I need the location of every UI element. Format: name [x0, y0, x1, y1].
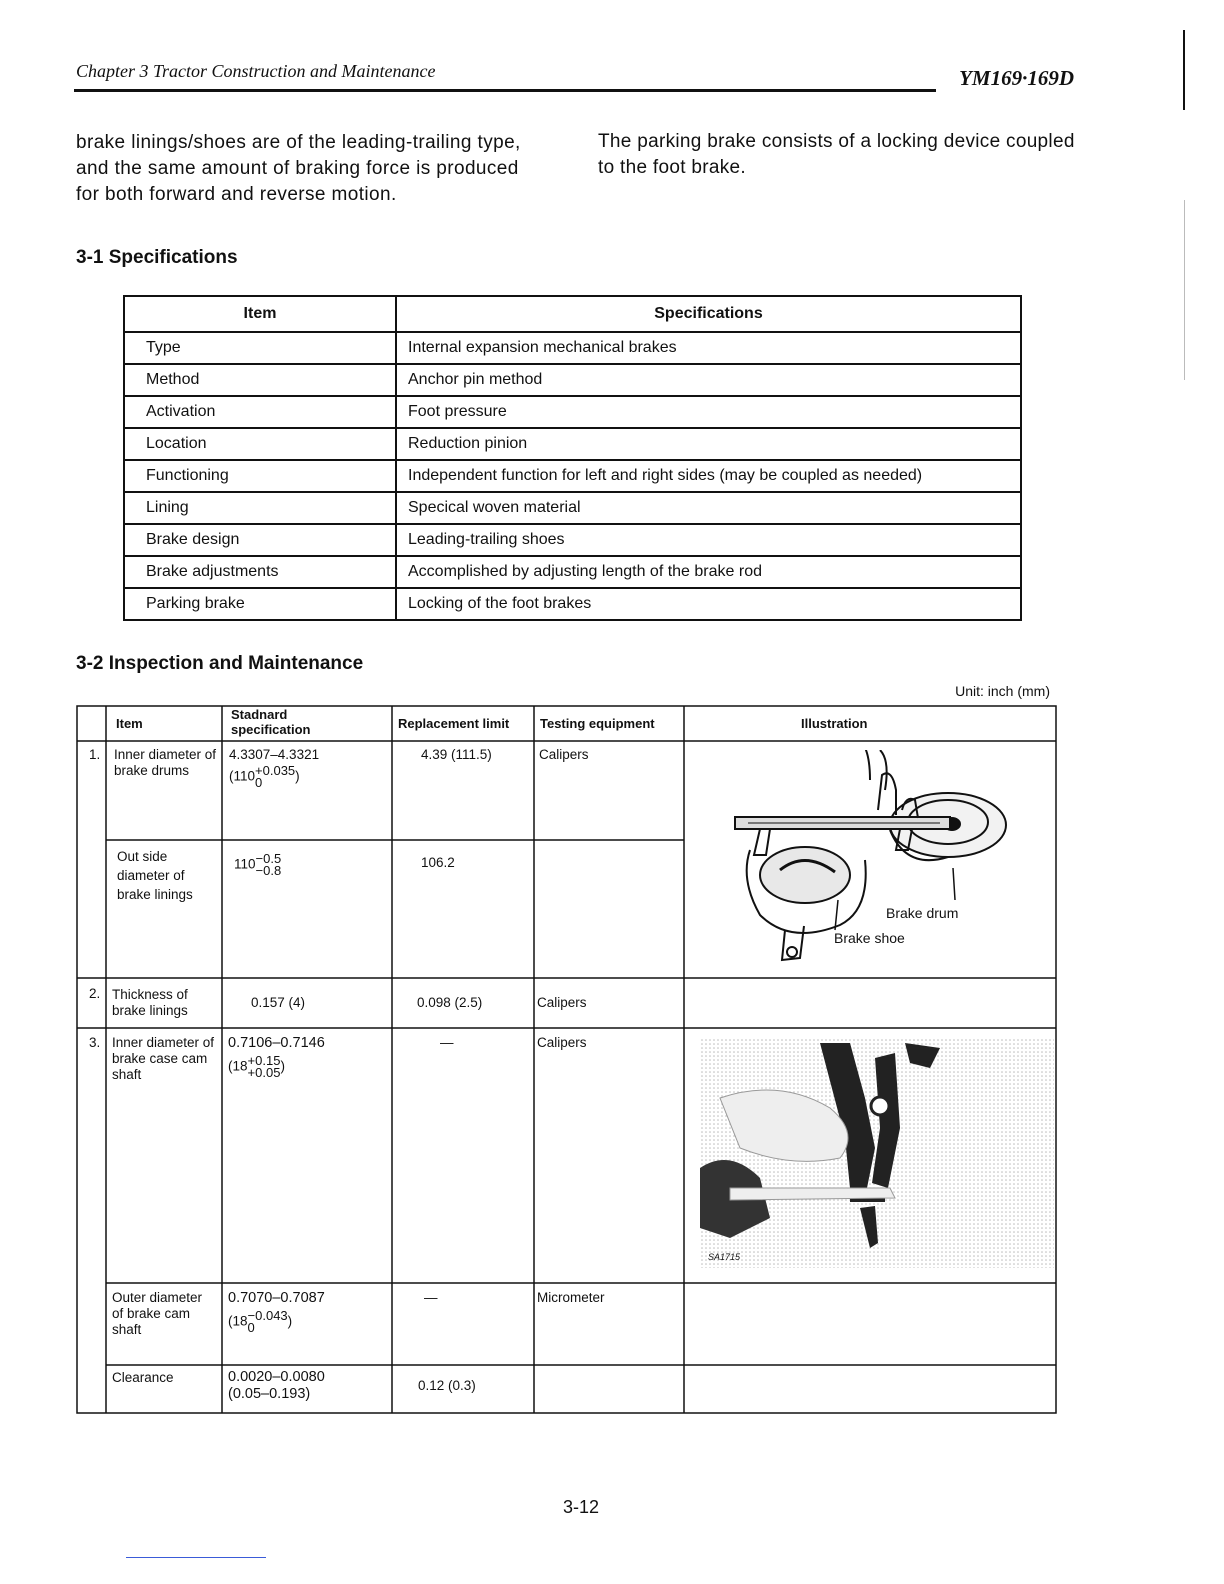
standard-metric	[234, 853, 281, 877]
table-row	[124, 588, 1021, 620]
spec-item: Brake design	[124, 524, 396, 556]
table-row	[124, 460, 1021, 492]
label-brake-shoe: Brake shoe	[834, 930, 905, 946]
tolerance-lower: 0	[255, 775, 263, 790]
spec-value: Specical woven material	[396, 492, 1021, 524]
intro-paragraph-right: The parking brake consists of a locking device coupled to the foot brake.	[598, 131, 1075, 178]
spec-value: Anchor pin method	[396, 364, 1021, 396]
unit-label: Unit: inch (mm)	[955, 683, 1050, 699]
replacement-limit: 106.2	[421, 855, 455, 870]
testing-equipment: Micrometer	[537, 1290, 605, 1305]
tolerance-lower: 0	[247, 1320, 255, 1335]
standard-value: 0.7106–0.7146	[228, 1035, 325, 1051]
standard-value: 0.0020–0.0080	[228, 1369, 325, 1385]
spec-value: Internal expansion mechanical brakes	[396, 332, 1021, 364]
column-header-standard: Stadnard specification	[231, 707, 311, 737]
testing-equipment: Calipers	[539, 747, 589, 762]
standard-metric: (18−0.043 0 )	[228, 1308, 293, 1335]
spec-item: Parking brake	[124, 588, 396, 620]
inspection-item: Outer diameter of brake cam shaft	[112, 1290, 203, 1337]
row-number: 2.	[89, 986, 101, 1001]
standard-base: 18	[232, 1058, 248, 1074]
tolerance-upper: +0.15	[247, 1053, 281, 1068]
section-title-specifications: 3-1 Specifications	[76, 247, 238, 268]
header-rule	[74, 89, 936, 92]
spec-item: Lining	[124, 492, 396, 524]
chapter-header: Chapter 3 Tractor Construction and Maintenance	[76, 61, 436, 81]
standard-value-metric: (0.05–0.193)	[228, 1386, 311, 1402]
spec-item: Location	[124, 428, 396, 460]
column-header-limit: Replacement limit	[398, 716, 510, 731]
standard-value: 4.3307–4.3321	[229, 747, 320, 762]
tolerance-upper: +0.035	[255, 763, 296, 778]
inspection-item: Clearance	[112, 1370, 174, 1385]
spec-value: Independent function for left and right sides (may be coupled as needed)	[396, 460, 1021, 492]
spec-item: Method	[124, 364, 396, 396]
tolerance-lower: −0.8	[255, 863, 282, 878]
spec-value: Locking of the foot brakes	[396, 588, 1021, 620]
standard-base: 110	[234, 856, 256, 872]
replacement-limit: 0.098 (2.5)	[417, 995, 483, 1010]
replacement-limit: 0.12 (0.3)	[418, 1378, 476, 1393]
tolerance-upper: −0.5	[255, 851, 282, 866]
table-row	[124, 428, 1021, 460]
brake-drum-illustration	[720, 750, 1020, 965]
testing-equipment: Calipers	[537, 1035, 587, 1050]
tolerance-lower: +0.05	[247, 1065, 281, 1080]
column-header-equipment: Testing equipment	[540, 716, 655, 731]
label-brake-drum: Brake drum	[886, 905, 959, 921]
spec-value: Leading-trailing shoes	[396, 524, 1021, 556]
standard-base: 18	[232, 1313, 248, 1329]
inspection-item: Out side diameter of brake linings	[117, 849, 193, 902]
spec-item: Brake adjustments	[124, 556, 396, 588]
spec-value: Foot pressure	[396, 396, 1021, 428]
spec-value: Accomplished by adjusting length of the brake rod	[396, 556, 1021, 588]
spec-item: Type	[124, 332, 396, 364]
model-header: YM169·169D	[959, 66, 1074, 90]
section-title-inspection: 3-2 Inspection and Maintenance	[76, 653, 364, 674]
photo-code: SA1715	[708, 1252, 741, 1262]
column-header-specifications: Specifications	[396, 296, 1021, 332]
spec-value: Reduction pinion	[396, 428, 1021, 460]
inspection-item: Inner diameter of brake drums	[114, 747, 217, 778]
specifications-table	[123, 295, 1022, 621]
standard-value: 0.157 (4)	[251, 995, 306, 1010]
cam-shaft-photo	[700, 1038, 1054, 1268]
standard-metric: (110+0.035 0 )	[229, 763, 300, 790]
column-header-illustration: Illustration	[801, 716, 868, 731]
standard-value: 0.7070–0.7087	[228, 1290, 325, 1306]
row-number: 1.	[89, 747, 101, 762]
margin-line	[1183, 30, 1185, 110]
table-row	[124, 396, 1021, 428]
table-header-row	[124, 296, 1021, 332]
inspection-item: Thickness of brake linings	[112, 987, 188, 1018]
replacement-limit: 4.39 (111.5)	[421, 747, 492, 762]
inspection-item: Inner diameter of brake case cam shaft	[112, 1035, 215, 1082]
tolerance-upper: −0.043	[247, 1308, 288, 1323]
standard-base: 110	[233, 768, 256, 784]
replacement-limit: —	[424, 1290, 438, 1305]
row-number: 3.	[89, 1035, 101, 1050]
replacement-limit: —	[440, 1035, 454, 1050]
column-header-item: Item	[124, 296, 396, 332]
page-number: 3-12	[563, 1497, 600, 1517]
intro-paragraph-left: brake linings/shoes are of the leading-trailing type, and the same amount of braking force is produced for both forward and reverse motion.	[76, 132, 521, 205]
table-row	[124, 556, 1021, 588]
table-row	[124, 492, 1021, 524]
standard-metric: (18+0.15 +0.05)	[228, 1053, 285, 1080]
table-row	[124, 524, 1021, 556]
table-row	[124, 332, 1021, 364]
footer-line	[126, 1557, 266, 1558]
spec-item: Activation	[124, 396, 396, 428]
margin-line	[1184, 200, 1185, 380]
column-header-item: Item	[116, 716, 143, 731]
testing-equipment: Calipers	[537, 995, 587, 1010]
spec-item: Functioning	[124, 460, 396, 492]
table-row	[124, 364, 1021, 396]
